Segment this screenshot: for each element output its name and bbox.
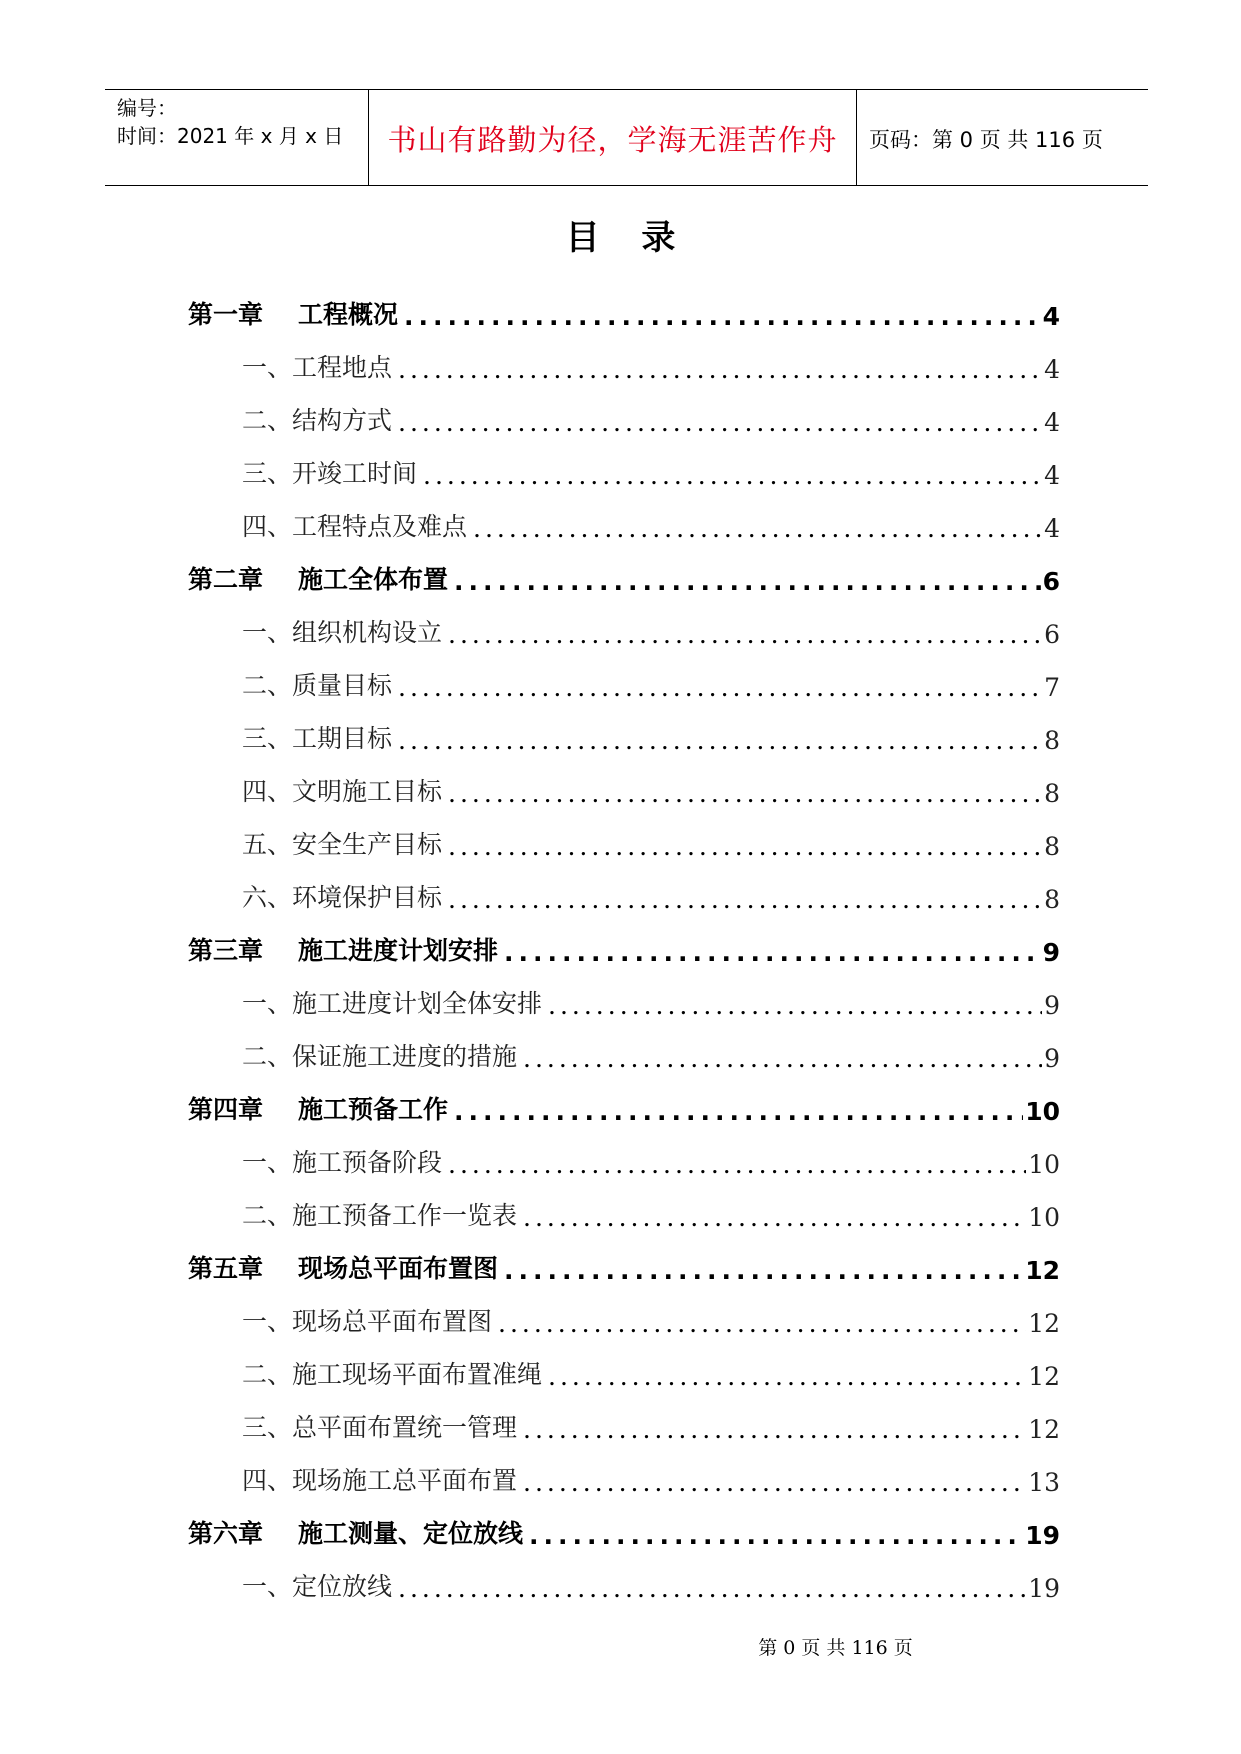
toc-section-entry[interactable] (188, 1285, 1060, 1338)
dot-leader (448, 885, 1042, 914)
toc-entry-title (188, 1249, 504, 1285)
toc-entry-title: 三、工期目标 (242, 724, 393, 753)
toc-chapter-entry[interactable] (188, 914, 1060, 967)
toc-entry-title: 二、结构方式 (242, 406, 393, 435)
toc-chapter-entry[interactable] (188, 1232, 1060, 1285)
toc-entry-title: 二、施工现场平面布置准绳 (242, 1360, 543, 1389)
toc-chapter-entry[interactable] (188, 543, 1060, 596)
dot-leader (523, 1044, 1042, 1073)
toc-page-number: 12 (1028, 1415, 1060, 1444)
toc-page-number: 19 (1025, 1521, 1060, 1550)
dot-leader (398, 673, 1042, 702)
toc-chapter-entry[interactable] (188, 278, 1060, 331)
dot-leader (548, 991, 1042, 1020)
toc-page-number: 6 (1044, 620, 1060, 649)
dot-leader (448, 1150, 1026, 1179)
table-of-contents (188, 278, 1060, 1603)
dot-leader (423, 461, 1042, 490)
page-footer (0, 1633, 1241, 1660)
dot-leader (448, 779, 1042, 808)
time-label: 时间：2021 年 x 月 x 日 (117, 124, 344, 148)
toc-page-number: 10 (1028, 1150, 1060, 1179)
dot-leader (548, 1362, 1026, 1391)
dot-leader (398, 408, 1042, 437)
toc-page-number: 7 (1044, 673, 1060, 702)
toc-entry-title (188, 560, 454, 596)
dot-leader (523, 1415, 1026, 1444)
toc-section-entry[interactable] (188, 1338, 1060, 1391)
toc-page-number: 9 (1044, 1044, 1060, 1073)
toc-page-number: 4 (1044, 461, 1060, 490)
toc-section-entry[interactable] (188, 649, 1060, 702)
toc-page-number: 4 (1044, 355, 1060, 384)
toc-section-entry[interactable] (188, 702, 1060, 755)
toc-chapter-entry[interactable] (188, 1073, 1060, 1126)
toc-entry-title: 二、施工预备工作一览表 (242, 1201, 518, 1230)
toc-page-number: 19 (1028, 1574, 1060, 1603)
toc-page-number: 8 (1044, 832, 1060, 861)
toc-entry-title (188, 1514, 529, 1550)
dot-leader (398, 1574, 1026, 1603)
chapter-title: 施工预备工作 (298, 1095, 449, 1124)
header-page-cell (857, 90, 1147, 185)
toc-section-entry[interactable] (188, 437, 1060, 490)
toc-section-entry[interactable] (188, 1126, 1060, 1179)
toc-page-number: 13 (1028, 1468, 1060, 1497)
toc-page-number: 10 (1028, 1203, 1060, 1232)
chapter-title: 施工进度计划安排 (298, 936, 499, 965)
header-motto-cell (368, 90, 857, 185)
toc-page-number: 4 (1044, 408, 1060, 437)
chapter-title: 现场总平面布置图 (298, 1254, 499, 1283)
dot-leader (523, 1468, 1026, 1497)
number-label: 编号： (117, 96, 177, 120)
toc-section-entry[interactable] (188, 755, 1060, 808)
toc-entry-title: 一、定位放线 (242, 1572, 393, 1601)
document-header (105, 89, 1148, 186)
dot-leader (448, 832, 1042, 861)
dot-leader (504, 1256, 1023, 1285)
toc-section-entry[interactable] (188, 967, 1060, 1020)
toc-section-entry[interactable] (188, 1444, 1060, 1497)
toc-page-number: 12 (1028, 1309, 1060, 1338)
toc-section-entry[interactable] (188, 490, 1060, 543)
chapter-title: 工程概况 (298, 300, 399, 329)
page-code: 页码：第 0 页 共 116 页 (869, 128, 1103, 152)
toc-page-number: 8 (1044, 885, 1060, 914)
toc-section-entry[interactable] (188, 808, 1060, 861)
toc-section-entry[interactable] (188, 861, 1060, 914)
toc-entry-title: 二、保证施工进度的措施 (242, 1042, 518, 1071)
toc-entry-title: 五、安全生产目标 (242, 830, 443, 859)
dot-leader (473, 514, 1042, 543)
dot-leader (523, 1203, 1026, 1232)
toc-page-number: 8 (1044, 726, 1060, 755)
chapter-title: 施工测量、定位放线 (298, 1519, 524, 1548)
toc-page-number: 4 (1042, 302, 1060, 331)
dot-leader (448, 620, 1042, 649)
toc-section-entry[interactable] (188, 596, 1060, 649)
toc-entry-title: 一、现场总平面布置图 (242, 1307, 493, 1336)
dot-leader (404, 302, 1041, 331)
toc-page-number: 9 (1042, 938, 1060, 967)
toc-entry-title: 六、环境保护目标 (242, 883, 443, 912)
toc-entry-title: 四、现场施工总平面布置 (242, 1466, 518, 1495)
chapter-number: 第五章 (188, 1254, 264, 1283)
toc-entry-title (188, 1090, 454, 1126)
footer-page-number: 第 0 页 共 116 页 (758, 1637, 913, 1659)
dot-leader (454, 567, 1041, 596)
toc-entry-title: 四、文明施工目标 (242, 777, 443, 806)
toc-chapter-entry[interactable] (188, 1497, 1060, 1550)
motto: 书山有路勤为径，学海无涯苦作舟 (387, 123, 838, 157)
chapter-number: 第二章 (188, 565, 264, 594)
dot-leader (454, 1097, 1023, 1126)
toc-entry-title: 二、质量目标 (242, 671, 393, 700)
toc-entry-title (188, 295, 404, 331)
toc-page-number: 4 (1044, 514, 1060, 543)
toc-entry-title: 四、工程特点及难点 (242, 512, 468, 541)
chapter-number: 第三章 (188, 936, 264, 965)
toc-entry-title: 三、总平面布置统一管理 (242, 1413, 518, 1442)
toc-page-number: 12 (1028, 1362, 1060, 1391)
toc-entry-title: 一、施工进度计划全体安排 (242, 989, 543, 1018)
toc-section-entry[interactable] (188, 1179, 1060, 1232)
dot-leader (398, 355, 1042, 384)
chapter-number: 第四章 (188, 1095, 264, 1124)
dot-leader (504, 938, 1041, 967)
toc-section-entry[interactable] (188, 1020, 1060, 1073)
toc-section-entry[interactable] (188, 384, 1060, 437)
toc-entry-title: 一、工程地点 (242, 353, 393, 382)
toc-page-number: 10 (1025, 1097, 1060, 1126)
toc-page-number: 6 (1042, 567, 1060, 596)
toc-page-number: 12 (1025, 1256, 1060, 1285)
dot-leader (529, 1521, 1023, 1550)
chapter-title: 施工全体布置 (298, 565, 449, 594)
toc-section-entry[interactable] (188, 1391, 1060, 1444)
toc-entry-title (188, 931, 504, 967)
toc-page-number: 8 (1044, 779, 1060, 808)
dot-leader (498, 1309, 1026, 1338)
header-info-cell (105, 90, 367, 185)
chapter-number: 第一章 (188, 300, 264, 329)
toc-entry-title: 三、开竣工时间 (242, 459, 418, 488)
toc-entry-title: 一、组织机构设立 (242, 618, 443, 647)
toc-section-entry[interactable] (188, 1550, 1060, 1603)
dot-leader (398, 726, 1042, 755)
toc-section-entry[interactable] (188, 331, 1060, 384)
chapter-number: 第六章 (188, 1519, 264, 1548)
toc-page-number: 9 (1044, 991, 1060, 1020)
toc-title: 目 录 (565, 218, 676, 258)
toc-entry-title: 一、施工预备阶段 (242, 1148, 443, 1177)
